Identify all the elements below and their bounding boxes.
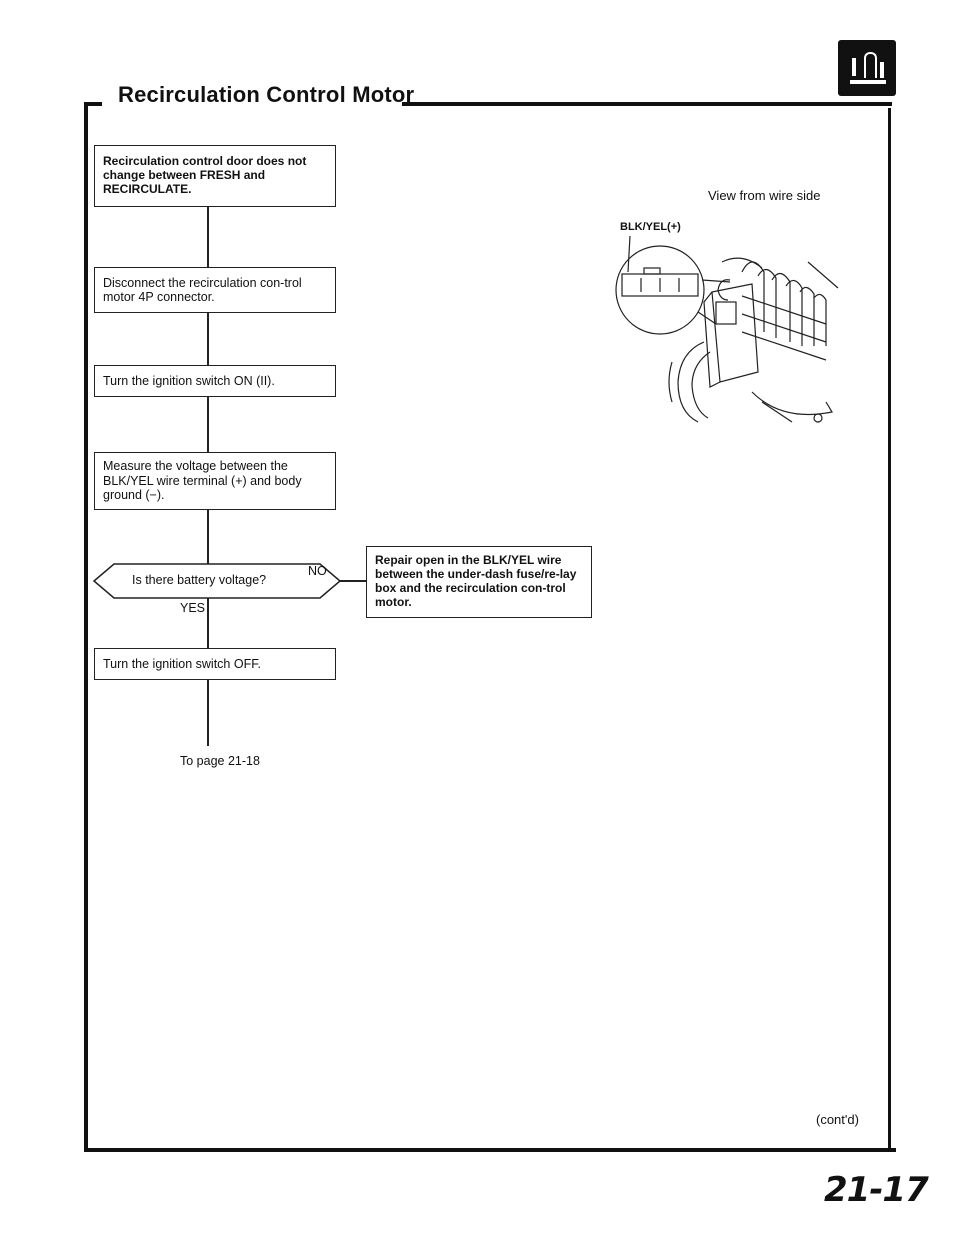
step-ignition-on-text: Turn the ignition switch ON (II). xyxy=(103,373,275,388)
flow-connector xyxy=(207,207,209,267)
flow-connector-no xyxy=(340,580,368,582)
page-frame-bottom xyxy=(84,1148,896,1152)
step-disconnect-box xyxy=(94,267,336,313)
diagram-caption: View from wire side xyxy=(708,188,821,203)
yes-label: YES xyxy=(180,601,206,615)
flow-connector xyxy=(207,313,209,365)
page-frame-top-left xyxy=(84,102,102,106)
no-label: NO xyxy=(308,564,327,578)
step-ignition-off-box xyxy=(94,648,336,680)
page-frame-top-right xyxy=(402,102,892,106)
flow-connector xyxy=(207,510,209,566)
step-disconnect-text: Disconnect the recirculation con-trol motor 4P connector. xyxy=(103,275,302,304)
flow-connector xyxy=(207,680,209,746)
repair-text: Repair open in the BLK/YEL wire between the under-dash fuse/re-lay box and the recirculation con-trol motor. xyxy=(375,553,577,609)
section-tab-icon xyxy=(838,40,896,96)
step-measure-text: Measure the voltage between the BLK/YEL wire terminal (+) and body ground (−). xyxy=(103,459,302,503)
connector-illustration xyxy=(612,232,842,432)
flow-connector xyxy=(207,397,209,452)
to-page-reference: To page 21-18 xyxy=(180,754,260,768)
step-measure-box xyxy=(94,452,336,510)
repair-box xyxy=(366,546,592,618)
step-ignition-on-box xyxy=(94,365,336,397)
page-title: Recirculation Control Motor xyxy=(118,82,415,107)
decision-text: Is there battery voltage? xyxy=(132,573,267,587)
step-symptom-text: Recirculation control door does not change between FRESH and RECIRCULATE. xyxy=(103,154,307,196)
flow-connector-yes xyxy=(207,598,209,648)
page-frame-left xyxy=(84,102,88,1152)
wire-terminal-label: BLK/YEL(+) xyxy=(620,221,681,233)
step-symptom-box xyxy=(94,145,336,207)
step-ignition-off-text: Turn the ignition switch OFF. xyxy=(103,656,261,671)
continued-label: (cont'd) xyxy=(816,1112,859,1127)
page-number: 21-17 xyxy=(824,1170,928,1210)
page-frame-right xyxy=(888,108,891,1152)
